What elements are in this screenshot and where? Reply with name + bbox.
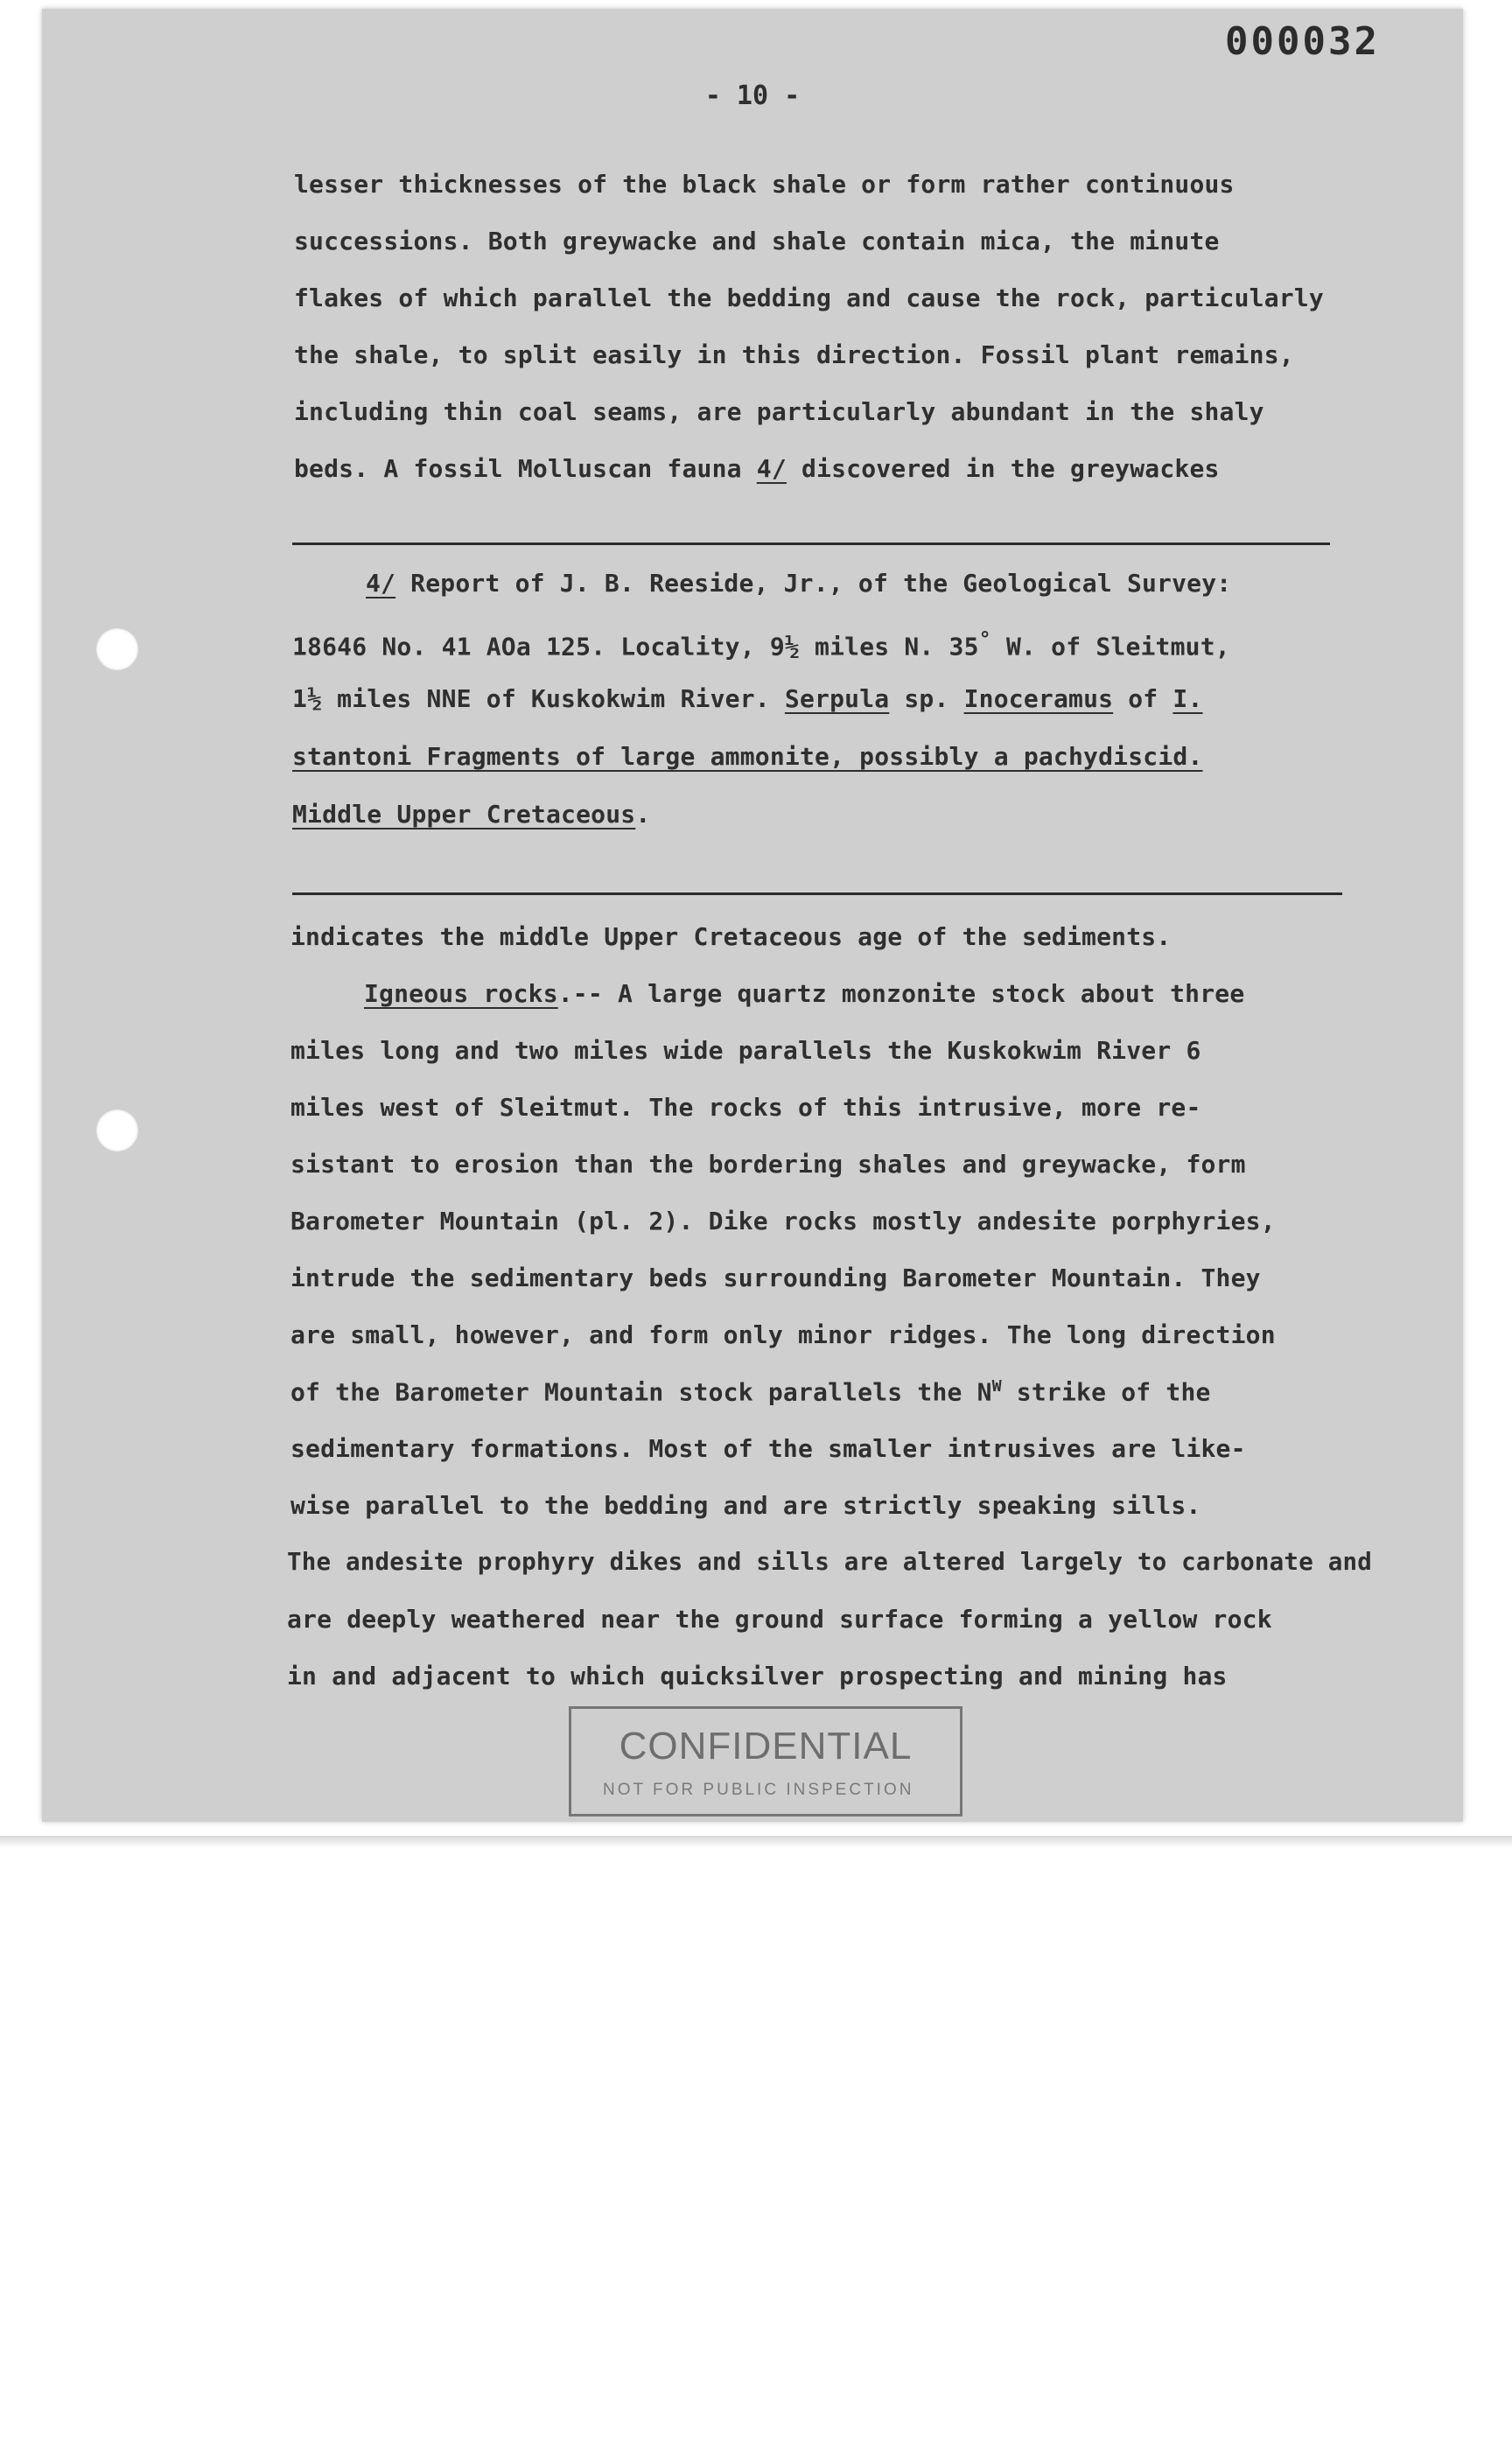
section-heading-line — [364, 979, 1244, 1008]
text-segment: beds. A fossil Molluscan fauna — [294, 454, 757, 483]
fraction: ½ — [784, 632, 800, 662]
text-segment: 18646 No. 41 AOa 125. Locality, 9 — [292, 632, 785, 662]
footnote-line — [366, 569, 1231, 598]
text-line — [290, 1377, 1211, 1406]
genus-name: Inoceramus — [963, 684, 1114, 713]
document-number: 000032 — [1225, 19, 1380, 64]
text-line: sistant to erosion than the bordering shales and greywacke, form — [290, 1150, 1246, 1179]
punch-hole-bottom — [96, 1110, 138, 1152]
page-number: - 10 - — [704, 80, 801, 111]
genus-abbrev: I. — [1172, 684, 1203, 713]
text-segment: of — [1113, 684, 1173, 713]
fraction: ½ — [307, 684, 323, 713]
degree-sign: ° — [978, 626, 991, 651]
text-line: are small, however, and form only minor ridges. The long direction — [290, 1320, 1276, 1349]
text-line: Barometer Mountain (pl. 2). Dike rocks mostly andesite porphyries, — [290, 1207, 1276, 1236]
text-segment: .-- A large quartz monzonite stock about three — [557, 979, 1245, 1008]
text-segment: . — [635, 800, 651, 829]
text-segment: sp. — [889, 684, 964, 713]
text-line: the shale, to split easily in this direction. Fossil plant remains, — [294, 340, 1294, 369]
superscript: W — [991, 1377, 1002, 1396]
text-line: flakes of which parallel the bedding and cause the rock, particularly — [294, 284, 1324, 312]
page-bottom-edge — [0, 1836, 1512, 1848]
text-line: intrude the sedimentary beds surrounding Barometer Mountain. They — [290, 1264, 1261, 1292]
footnote-line — [292, 684, 1203, 713]
text-segment: discovered in the greywackes — [786, 454, 1220, 483]
footnote-line — [292, 742, 1203, 771]
stamp-title: CONFIDENTIAL — [619, 1725, 913, 1768]
text-segment: Report of J. B. Reeside, Jr., of the Geological Survey: — [396, 569, 1232, 598]
punch-hole-top — [96, 628, 138, 670]
genus-name: Serpula — [784, 684, 890, 713]
text-line — [294, 454, 1220, 483]
text-line: including thin coal seams, are particularly abundant in the shaly — [294, 397, 1264, 426]
text-line: The andesite prophyry dikes and sills are altered largely to carbonate and — [287, 1548, 1372, 1576]
text-segment: 1 — [292, 684, 308, 713]
footnote-reference: 4/ — [756, 454, 787, 483]
age-description: Middle Upper Cretaceous — [292, 800, 636, 829]
text-segment: of the Barometer Mountain stock parallels the N — [290, 1377, 992, 1407]
section-heading: Igneous rocks — [364, 979, 558, 1008]
stamp-subtitle: NOT FOR PUBLIC INSPECTION — [603, 1781, 914, 1799]
footnote-marker: 4/ — [366, 569, 396, 598]
text-segment: miles N. 35 — [799, 632, 979, 662]
text-line: lesser thicknesses of the black shale or form rather continuous — [294, 170, 1235, 199]
footnote-line — [292, 800, 650, 829]
footnote-line — [292, 626, 1230, 661]
species-description: stantoni Fragments of large ammonite, possibly a pachydiscid. — [292, 742, 1203, 771]
text-segment: miles NNE of Kuskokwim River. — [322, 684, 785, 713]
footnote-separator-top — [292, 542, 1330, 545]
text-line: miles west of Sleitmut. The rocks of this intrusive, more re- — [290, 1093, 1201, 1122]
text-line: miles long and two miles wide parallels the Kuskokwim River 6 — [290, 1036, 1201, 1065]
text-line: successions. Both greywacke and shale contain mica, the minute — [294, 227, 1220, 256]
text-line: in and adjacent to which quicksilver prospecting and mining has — [287, 1662, 1228, 1690]
confidential-stamp — [569, 1706, 962, 1816]
text-line: are deeply weathered near the ground surface forming a yellow rock — [287, 1605, 1272, 1634]
text-line: wise parallel to the bedding and are strictly speaking sills. — [290, 1491, 1201, 1520]
footnote-separator-bottom — [292, 892, 1342, 895]
text-line: indicates the middle Upper Cretaceous age of the sediments. — [290, 922, 1172, 951]
text-segment: W. of Sleitmut, — [990, 632, 1230, 662]
text-segment: strike of the — [1001, 1377, 1211, 1407]
text-line: sedimentary formations. Most of the smaller intrusives are like- — [290, 1434, 1246, 1463]
